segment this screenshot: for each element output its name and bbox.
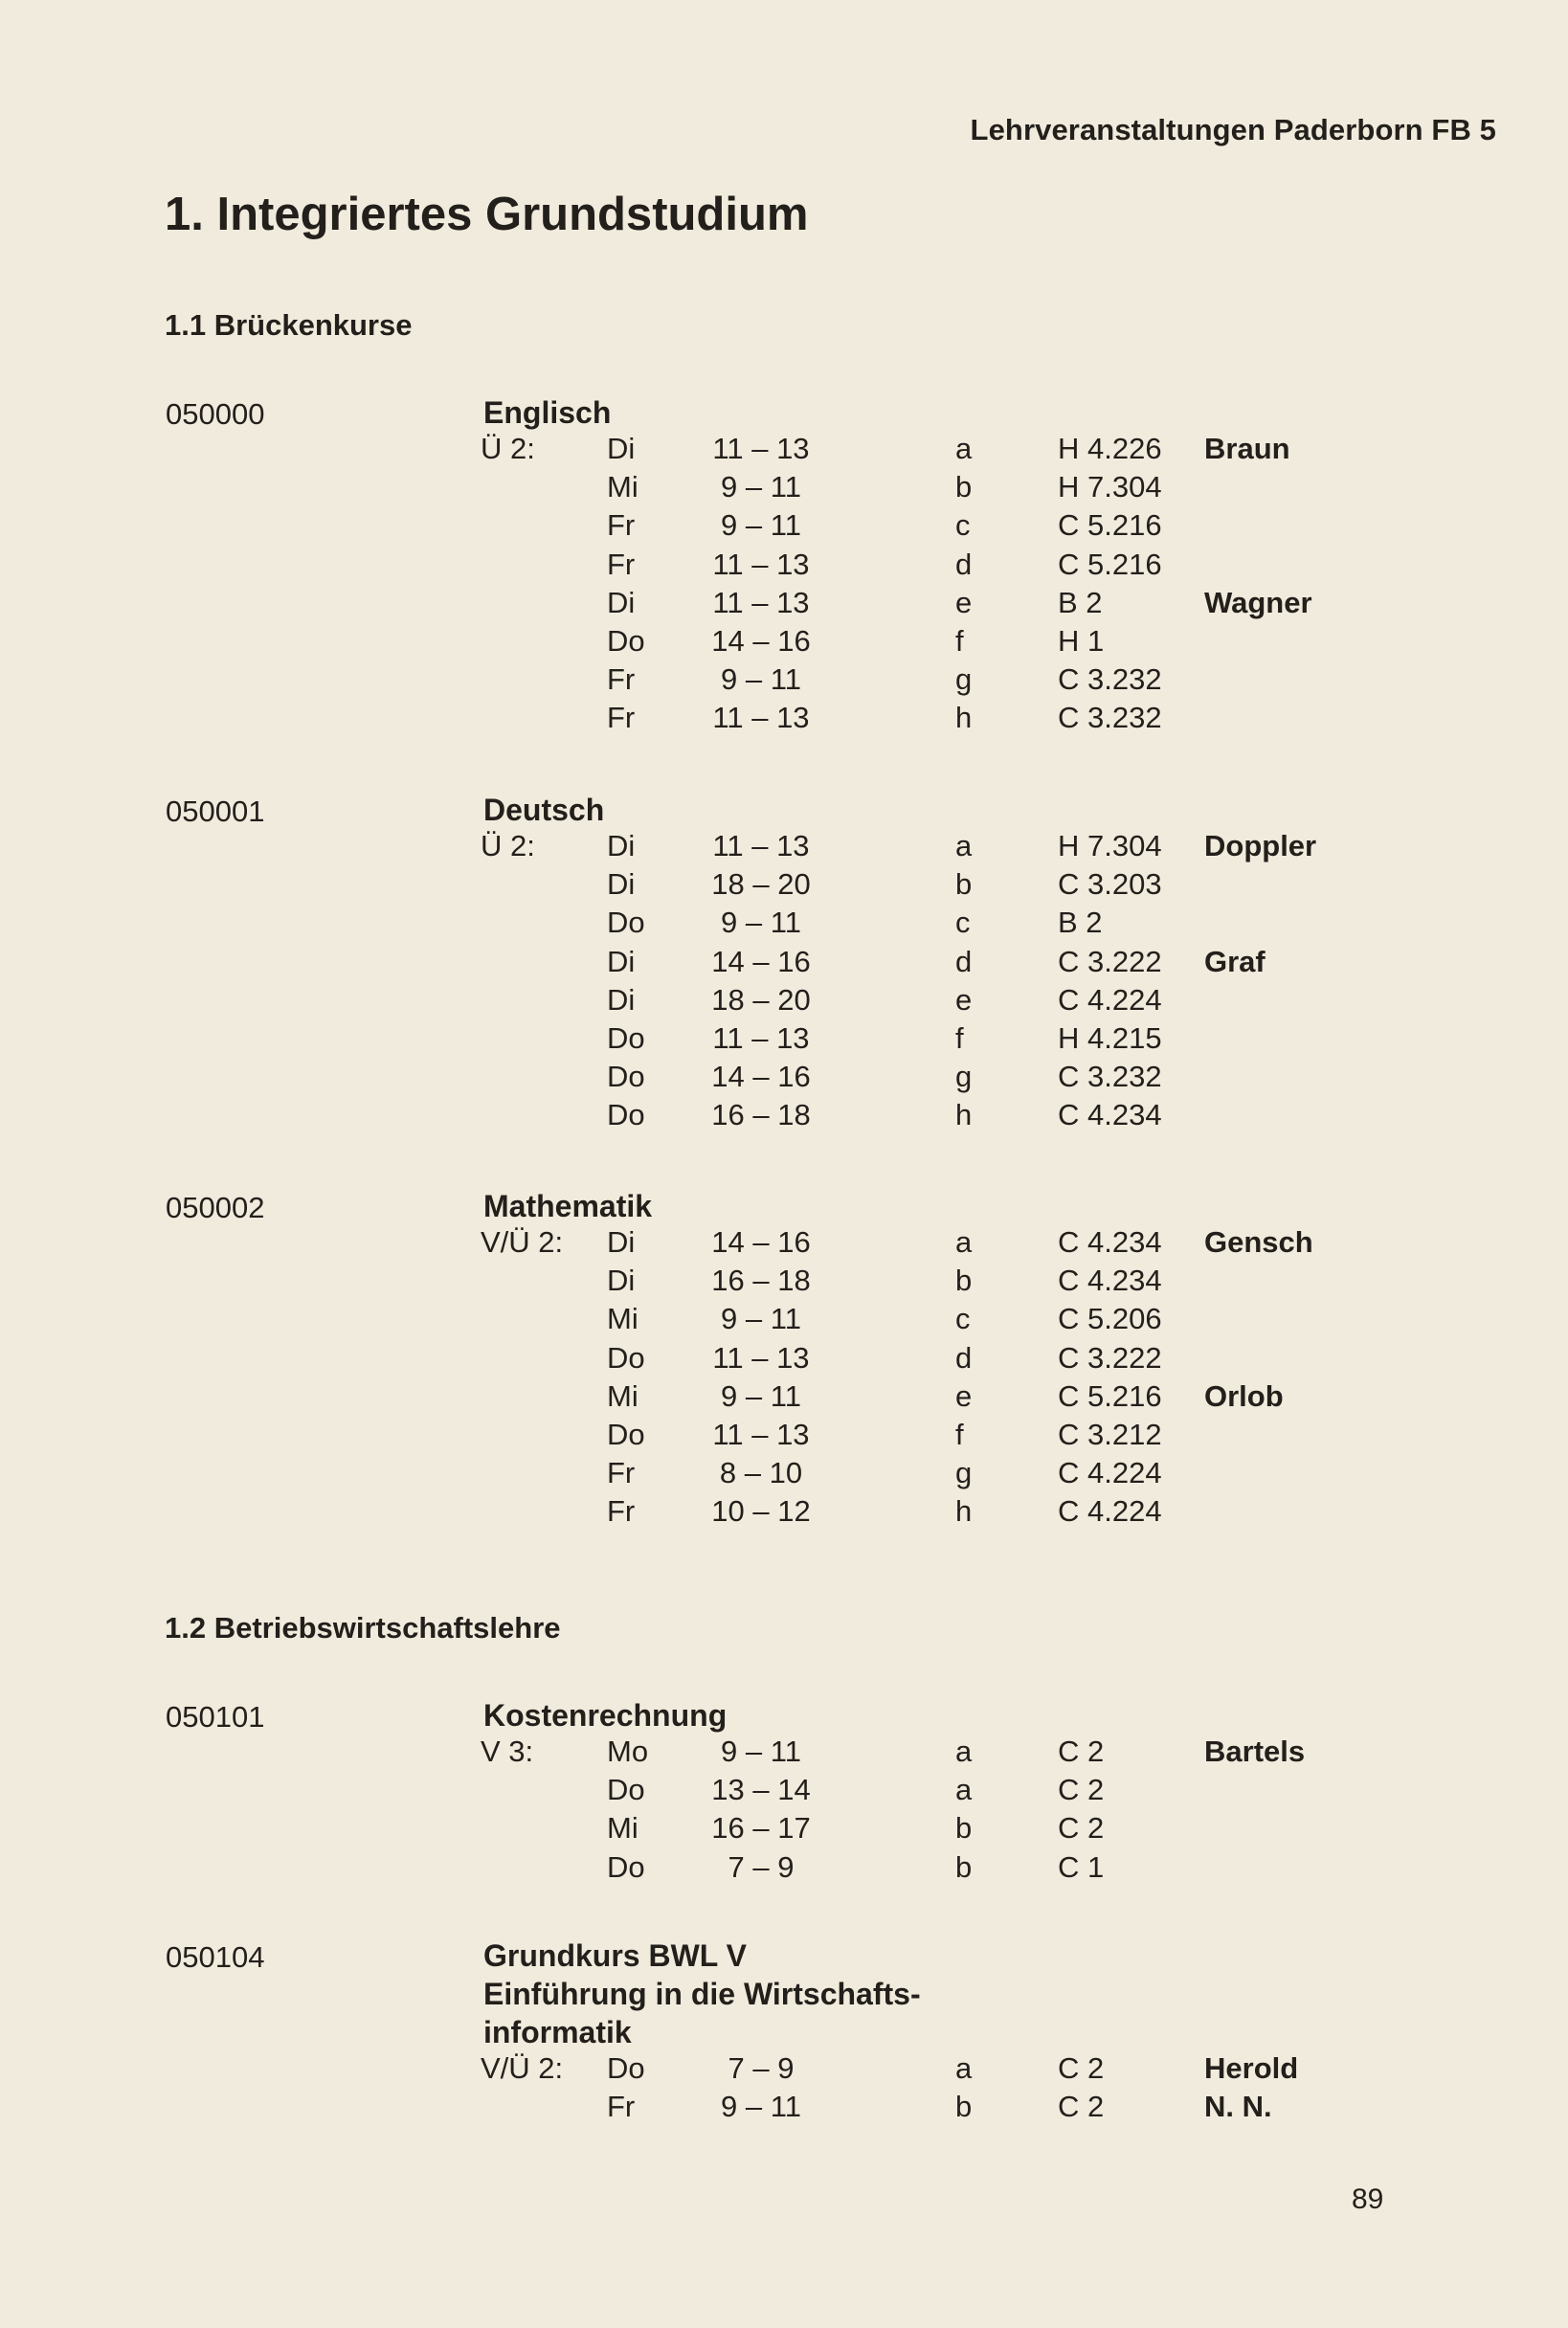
schedule-row [0, 586, 1568, 624]
group-letter: f [955, 624, 964, 658]
weekday: Mi [607, 1811, 638, 1846]
weekday: Mi [607, 470, 638, 504]
weekday: Fr [607, 662, 636, 697]
schedule-row [0, 548, 1568, 586]
room-number: C 5.206 [1058, 1302, 1162, 1336]
group-letter: b [955, 2090, 973, 2124]
course-code: 050001 [166, 795, 265, 828]
weekday: Mo [607, 1735, 649, 1768]
time-slot: 18 – 20 [711, 867, 811, 902]
time-slot: 11 – 13 [712, 432, 810, 465]
schedule-row [0, 983, 1568, 1021]
weekday: Di [607, 944, 636, 978]
course-type: Ü 2: [481, 432, 535, 465]
group-letter: g [955, 1456, 973, 1490]
weekday: Di [607, 1225, 636, 1259]
group-letter: e [955, 982, 973, 1017]
time-slot: 11 – 13 [712, 1340, 810, 1375]
schedule-row [0, 1811, 1568, 1849]
room-number: C 3.222 [1058, 944, 1162, 978]
weekday: Di [607, 982, 636, 1017]
time-slot: 13 – 14 [711, 1773, 811, 1807]
schedule-row [0, 1494, 1568, 1533]
room-number: H 7.304 [1058, 829, 1162, 862]
room-number: C 3.222 [1058, 1340, 1162, 1375]
group-letter: b [955, 1264, 973, 1298]
schedule-row [0, 1341, 1568, 1379]
weekday: Do [607, 1021, 645, 1055]
schedule-row [0, 1264, 1568, 1302]
time-slot: 14 – 16 [711, 1225, 811, 1259]
room-number: B 2 [1058, 585, 1103, 619]
room-number: H 4.226 [1058, 432, 1162, 465]
schedule-row [0, 701, 1568, 739]
room-number: C 4.234 [1058, 1264, 1162, 1298]
course-name: Einführung in die Wirtschafts- [483, 1977, 921, 2011]
schedule-row [0, 432, 1568, 470]
time-slot: 14 – 16 [711, 624, 811, 658]
room-number: C 4.224 [1058, 1494, 1162, 1529]
weekday: Mi [607, 1378, 638, 1413]
lecturer-name: Orlob [1204, 1378, 1284, 1413]
group-letter: a [955, 2051, 973, 2085]
course-name: Englisch [483, 395, 612, 430]
room-number: C 3.232 [1058, 662, 1162, 697]
time-slot: 18 – 20 [711, 982, 811, 1017]
group-letter: c [955, 906, 971, 940]
weekday: Do [607, 1340, 645, 1375]
course-name: Mathematik [483, 1189, 653, 1223]
time-slot: 9 – 11 [721, 1735, 801, 1768]
group-letter: d [955, 944, 973, 978]
schedule-row [0, 624, 1568, 662]
weekday: Di [607, 432, 636, 465]
course-name: Grundkurs BWL V [483, 1938, 747, 1973]
group-letter: a [955, 1773, 973, 1807]
weekday: Fr [607, 701, 636, 735]
weekday: Mi [607, 1302, 638, 1336]
schedule-row [0, 1098, 1568, 1136]
time-slot: 10 – 12 [711, 1494, 811, 1529]
weekday: Di [607, 1264, 636, 1298]
lecturer-name: Gensch [1204, 1225, 1313, 1259]
group-letter: a [955, 829, 973, 862]
time-slot: 9 – 11 [721, 662, 801, 697]
weekday: Do [607, 1098, 645, 1132]
lecturer-name: Bartels [1204, 1735, 1306, 1768]
group-letter: c [955, 508, 971, 543]
time-slot: 14 – 16 [711, 944, 811, 978]
time-slot: 9 – 11 [721, 2090, 801, 2124]
schedule-row [0, 470, 1568, 508]
room-number: C 5.216 [1058, 547, 1162, 581]
weekday: Do [607, 1773, 645, 1807]
course-type: V/Ü 2: [481, 1225, 564, 1259]
time-slot: 11 – 13 [712, 585, 810, 619]
time-slot: 11 – 13 [712, 547, 810, 581]
weekday: Fr [607, 508, 636, 543]
course-type: V 3: [481, 1735, 534, 1768]
schedule-row [0, 662, 1568, 701]
page-number: 89 [1352, 2183, 1384, 2215]
room-number: C 4.224 [1058, 982, 1162, 1017]
lecturer-name: Wagner [1204, 585, 1312, 619]
schedule-row [0, 1379, 1568, 1418]
group-letter: g [955, 662, 973, 697]
weekday: Do [607, 624, 645, 658]
group-letter: b [955, 470, 973, 504]
room-number: C 3.212 [1058, 1418, 1162, 1451]
weekday: Fr [607, 1456, 636, 1490]
schedule-row [0, 867, 1568, 906]
group-letter: f [955, 1021, 964, 1055]
course-type: V/Ü 2: [481, 2051, 564, 2085]
time-slot: 11 – 13 [712, 1021, 810, 1055]
group-letter: d [955, 547, 973, 581]
schedule-row [0, 2051, 1568, 2090]
time-slot: 16 – 17 [711, 1811, 811, 1846]
room-number: C 3.203 [1058, 867, 1162, 902]
group-letter: h [955, 701, 973, 735]
section-heading: 1.2 Betriebswirtschaftslehre [165, 1611, 561, 1645]
room-number: C 4.234 [1058, 1225, 1162, 1259]
room-number: C 2 [1058, 1811, 1105, 1846]
schedule-row [0, 945, 1568, 983]
group-letter: c [955, 1302, 971, 1336]
group-letter: f [955, 1418, 964, 1451]
room-number: B 2 [1058, 906, 1103, 940]
group-letter: a [955, 1225, 973, 1259]
course-code: 050000 [166, 397, 265, 431]
room-number: C 5.216 [1058, 508, 1162, 543]
weekday: Fr [607, 1494, 636, 1529]
time-slot: 11 – 13 [712, 1418, 810, 1451]
weekday: Do [607, 906, 645, 940]
weekday: Di [607, 829, 636, 862]
time-slot: 16 – 18 [711, 1098, 811, 1132]
room-number: H 7.304 [1058, 470, 1162, 504]
time-slot: 9 – 11 [721, 470, 801, 504]
course-name: Deutsch [483, 793, 605, 827]
weekday: Fr [607, 2090, 636, 2124]
section-heading: 1.1 Brückenkurse [165, 308, 413, 342]
schedule-row [0, 1302, 1568, 1340]
schedule-row [0, 906, 1568, 944]
weekday: Do [607, 1060, 645, 1094]
course-name: informatik [483, 2015, 632, 2049]
time-slot: 9 – 11 [721, 1378, 801, 1413]
schedule-row [0, 1456, 1568, 1494]
time-slot: 16 – 18 [711, 1264, 811, 1298]
time-slot: 9 – 11 [721, 906, 801, 940]
running-header: Lehrveranstaltungen Paderborn FB 5 [970, 113, 1496, 146]
course-code: 050002 [166, 1191, 265, 1224]
schedule-row [0, 508, 1568, 547]
room-number: C 2 [1058, 1735, 1105, 1768]
schedule-row [0, 1850, 1568, 1889]
schedule-row [0, 1735, 1568, 1773]
room-number: H 4.215 [1058, 1021, 1162, 1055]
course-code: 050101 [166, 1700, 265, 1734]
group-letter: b [955, 1849, 973, 1884]
room-number: H 1 [1058, 624, 1105, 658]
weekday: Do [607, 1418, 645, 1451]
schedule-row [0, 1225, 1568, 1264]
weekday: Do [607, 2051, 645, 2085]
group-letter: h [955, 1098, 973, 1132]
group-letter: h [955, 1494, 973, 1529]
time-slot: 14 – 16 [711, 1060, 811, 1094]
room-number: C 4.234 [1058, 1098, 1162, 1132]
schedule-row [0, 1060, 1568, 1098]
room-number: C 4.224 [1058, 1456, 1162, 1490]
schedule-row [0, 2090, 1568, 2128]
weekday: Di [607, 867, 636, 902]
lecturer-name: Graf [1204, 944, 1266, 978]
lecturer-name: Herold [1204, 2051, 1299, 2085]
lecturer-name: Braun [1204, 432, 1290, 465]
group-letter: d [955, 1340, 973, 1375]
chapter-title: 1. Integriertes Grundstudium [165, 189, 809, 240]
room-number: C 2 [1058, 1773, 1105, 1807]
schedule-row [0, 829, 1568, 867]
time-slot: 8 – 10 [719, 1456, 803, 1490]
room-number: C 2 [1058, 2051, 1105, 2085]
group-letter: e [955, 585, 973, 619]
time-slot: 9 – 11 [721, 508, 801, 543]
schedule-row [0, 1021, 1568, 1060]
weekday: Di [607, 585, 636, 619]
group-letter: g [955, 1060, 973, 1094]
room-number: C 3.232 [1058, 701, 1162, 735]
group-letter: a [955, 1735, 973, 1768]
weekday: Do [607, 1849, 645, 1884]
time-slot: 11 – 13 [712, 829, 810, 862]
lecturer-name: Doppler [1204, 829, 1317, 862]
schedule-row [0, 1418, 1568, 1456]
room-number: C 1 [1058, 1849, 1105, 1884]
course-type: Ü 2: [481, 829, 535, 862]
course-name: Kostenrechnung [483, 1698, 728, 1733]
group-letter: b [955, 867, 973, 902]
group-letter: a [955, 432, 973, 465]
time-slot: 7 – 9 [728, 1849, 795, 1884]
course-code: 050104 [166, 1940, 265, 1974]
room-number: C 5.216 [1058, 1378, 1162, 1413]
time-slot: 9 – 11 [721, 1302, 801, 1336]
lecturer-name: N. N. [1204, 2090, 1272, 2124]
weekday: Fr [607, 547, 636, 581]
room-number: C 3.232 [1058, 1060, 1162, 1094]
group-letter: e [955, 1378, 973, 1413]
room-number: C 2 [1058, 2090, 1105, 2124]
time-slot: 11 – 13 [712, 701, 810, 735]
schedule-row [0, 1773, 1568, 1811]
time-slot: 7 – 9 [728, 2051, 795, 2085]
group-letter: b [955, 1811, 973, 1846]
